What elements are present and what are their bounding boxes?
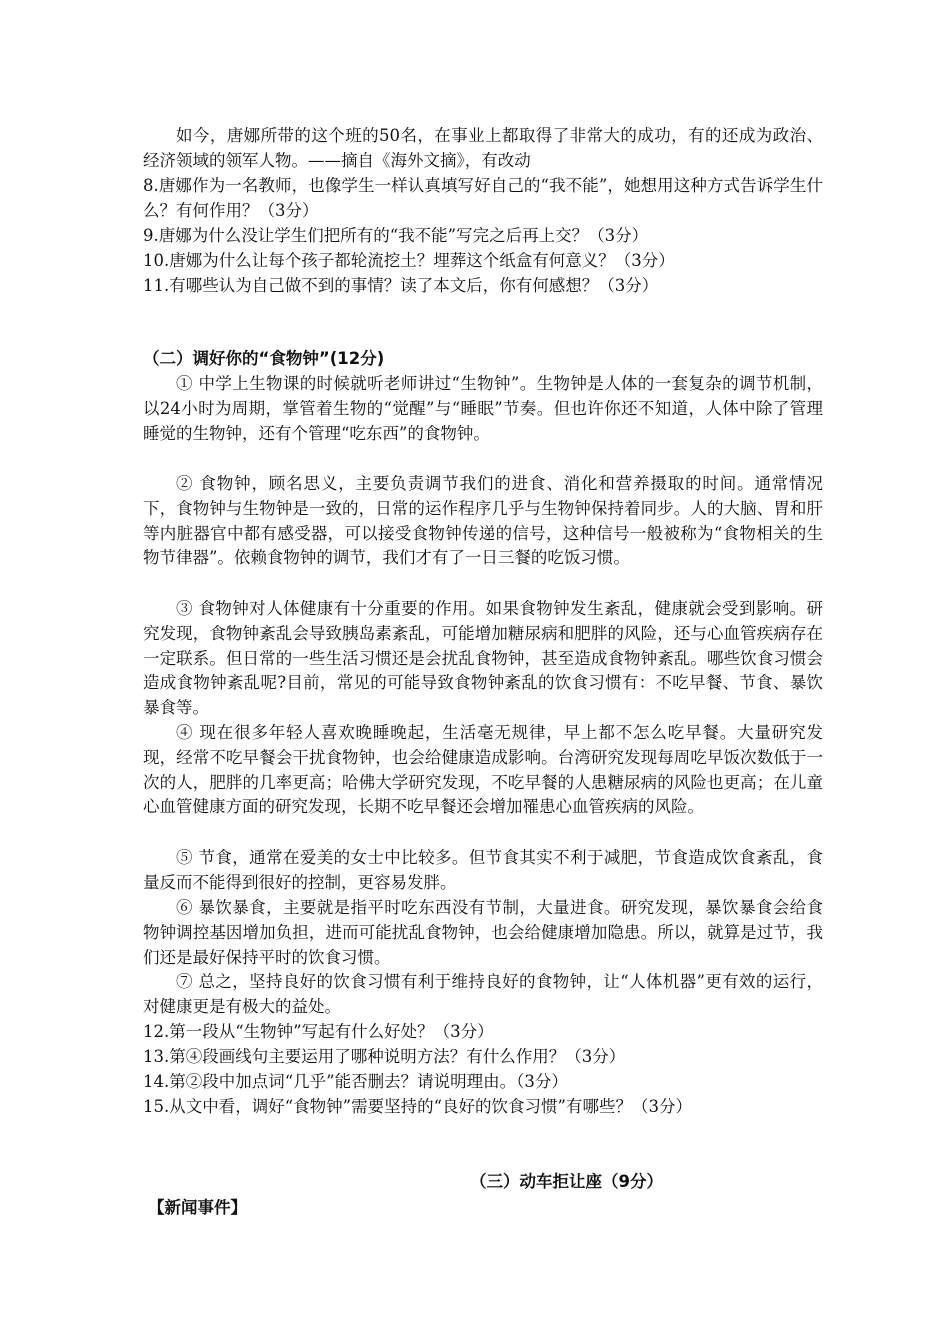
section2-paragraph-4: ④ 现在很多年轻人喜欢晚睡晚起，生活毫无规律，早上都不怎么吃早餐。大量研究发现，经常不吃早餐会干扰食物钟，也会给健康造成影响。台湾研究发现每周吃早饭次数低于一次的人，肥胖的几率更高；哈佛大学研究发现，不吃早餐的人患糖尿病的风险也更高；在儿童心血管健康方面的研究发现，长期不吃早餐还会增加罹患心血管疾病的风险。: [143, 723, 823, 817]
question-11: 11.有哪些认为自己做不到的事情？读了本文后，你有何感想？（3分）: [143, 276, 659, 295]
section2-title: （二）调好你的“食物钟”(12分): [143, 349, 385, 368]
question-8: 8.唐娜作为一名教师，也像学生一样认真填写好自己的“我不能”，她想用这种方式告诉学生什么？有何作用？（3分）: [143, 176, 823, 220]
section2-paragraph-3: ③ 食物钟对人体健康有十分重要的作用。如果食物钟发生紊乱，健康就会受到影响。研究发现，食物钟紊乱会导致胰岛素紊乱，可能增加糖尿病和肥胖的风险，还与心血管疾病存在一定联系。但日常的一些生活习惯还是会扰乱食物钟，甚至造成食物钟紊乱。哪些饮食习惯会造成食物钟紊乱呢?目前，常见的可能导致食物钟紊乱的饮食习惯有：不吃早餐、节食、暴饮暴食等。: [143, 599, 823, 718]
question-14: 14.第②段中加点词“几乎”能否删去？请说明理由。（3分）: [143, 1072, 568, 1091]
question-9: 9.唐娜为什么没让学生们把所有的“我不能”写完之后再上交？（3分）: [143, 226, 649, 245]
question-13: 13.第④段画线句主要运用了哪种说明方法？有什么作用？（3分）: [143, 1047, 626, 1066]
section2-paragraph-5: ⑤ 节食，通常在爱美的女士中比较多。但节食其实不利于减肥，节食造成饮食紊乱，食量反而不能得到很好的控制，更容易发胖。: [143, 848, 823, 892]
section2-paragraph-7: ⑦ 总之，坚持良好的饮食习惯有利于维持良好的食物钟，让“人体机器”更有效的运行，对健康更是有极大的益处。: [143, 972, 823, 1016]
question-15: 15.从文中看，调好“食物钟”需要坚持的“良好的饮食习惯”有哪些？（3分）: [143, 1097, 692, 1116]
question-12: 12.第一段从“生物钟”写起有什么好处？（3分）: [143, 1022, 494, 1041]
section2-paragraph-2: ② 食物钟，顾名思义，主要负责调节我们的进食、消化和营养摄取的时间。通常情况下，食物钟与生物钟是一致的，日常的运作程序几乎与生物钟保持着同步。人的大脑、胃和肝等内脏器官中都有感受器，可以接受食物钟传递的信号，这种信号一般被称为“食物相关的生物节律器”。依赖食物钟的调节，我们才有了一日三餐的吃饭习惯。: [143, 474, 823, 568]
question-10: 10.唐娜为什么让每个孩子都轮流挖土？埋葬这个纸盒有何意义？（3分）: [143, 251, 675, 270]
intro-paragraph: 如今，唐娜所带的这个班的50名，在事业上都取得了非常大的成功，有的还成为政治、经济领域的领军人物。——摘自《海外文摘》，有改动: [143, 126, 823, 170]
news-heading: 【新闻事件】: [148, 1198, 247, 1217]
section2-paragraph-6: ⑥ 暴饮暴食，主要就是指平时吃东西没有节制，大量进食。研究发现，暴饮暴食会给食物钟调控基因增加负担，进而可能扰乱食物钟，也会给健康增加隐患。所以，就算是过节，我们还是最好保持平时的饮食习惯。: [143, 898, 823, 967]
section2-paragraph-1: ① 中学上生物课的时候就听老师讲过“生物钟”。生物钟是人体的一套复杂的调节机制，以24小时为周期，掌管着生物的“觉醒”与“睡眠”节奏。但也许你还不知道，人体中除了管理睡觉的生物钟，还有个管理“吃东西”的食物钟。: [143, 374, 823, 443]
section3-title: （三）动车拒让座（9分）: [470, 1172, 663, 1191]
